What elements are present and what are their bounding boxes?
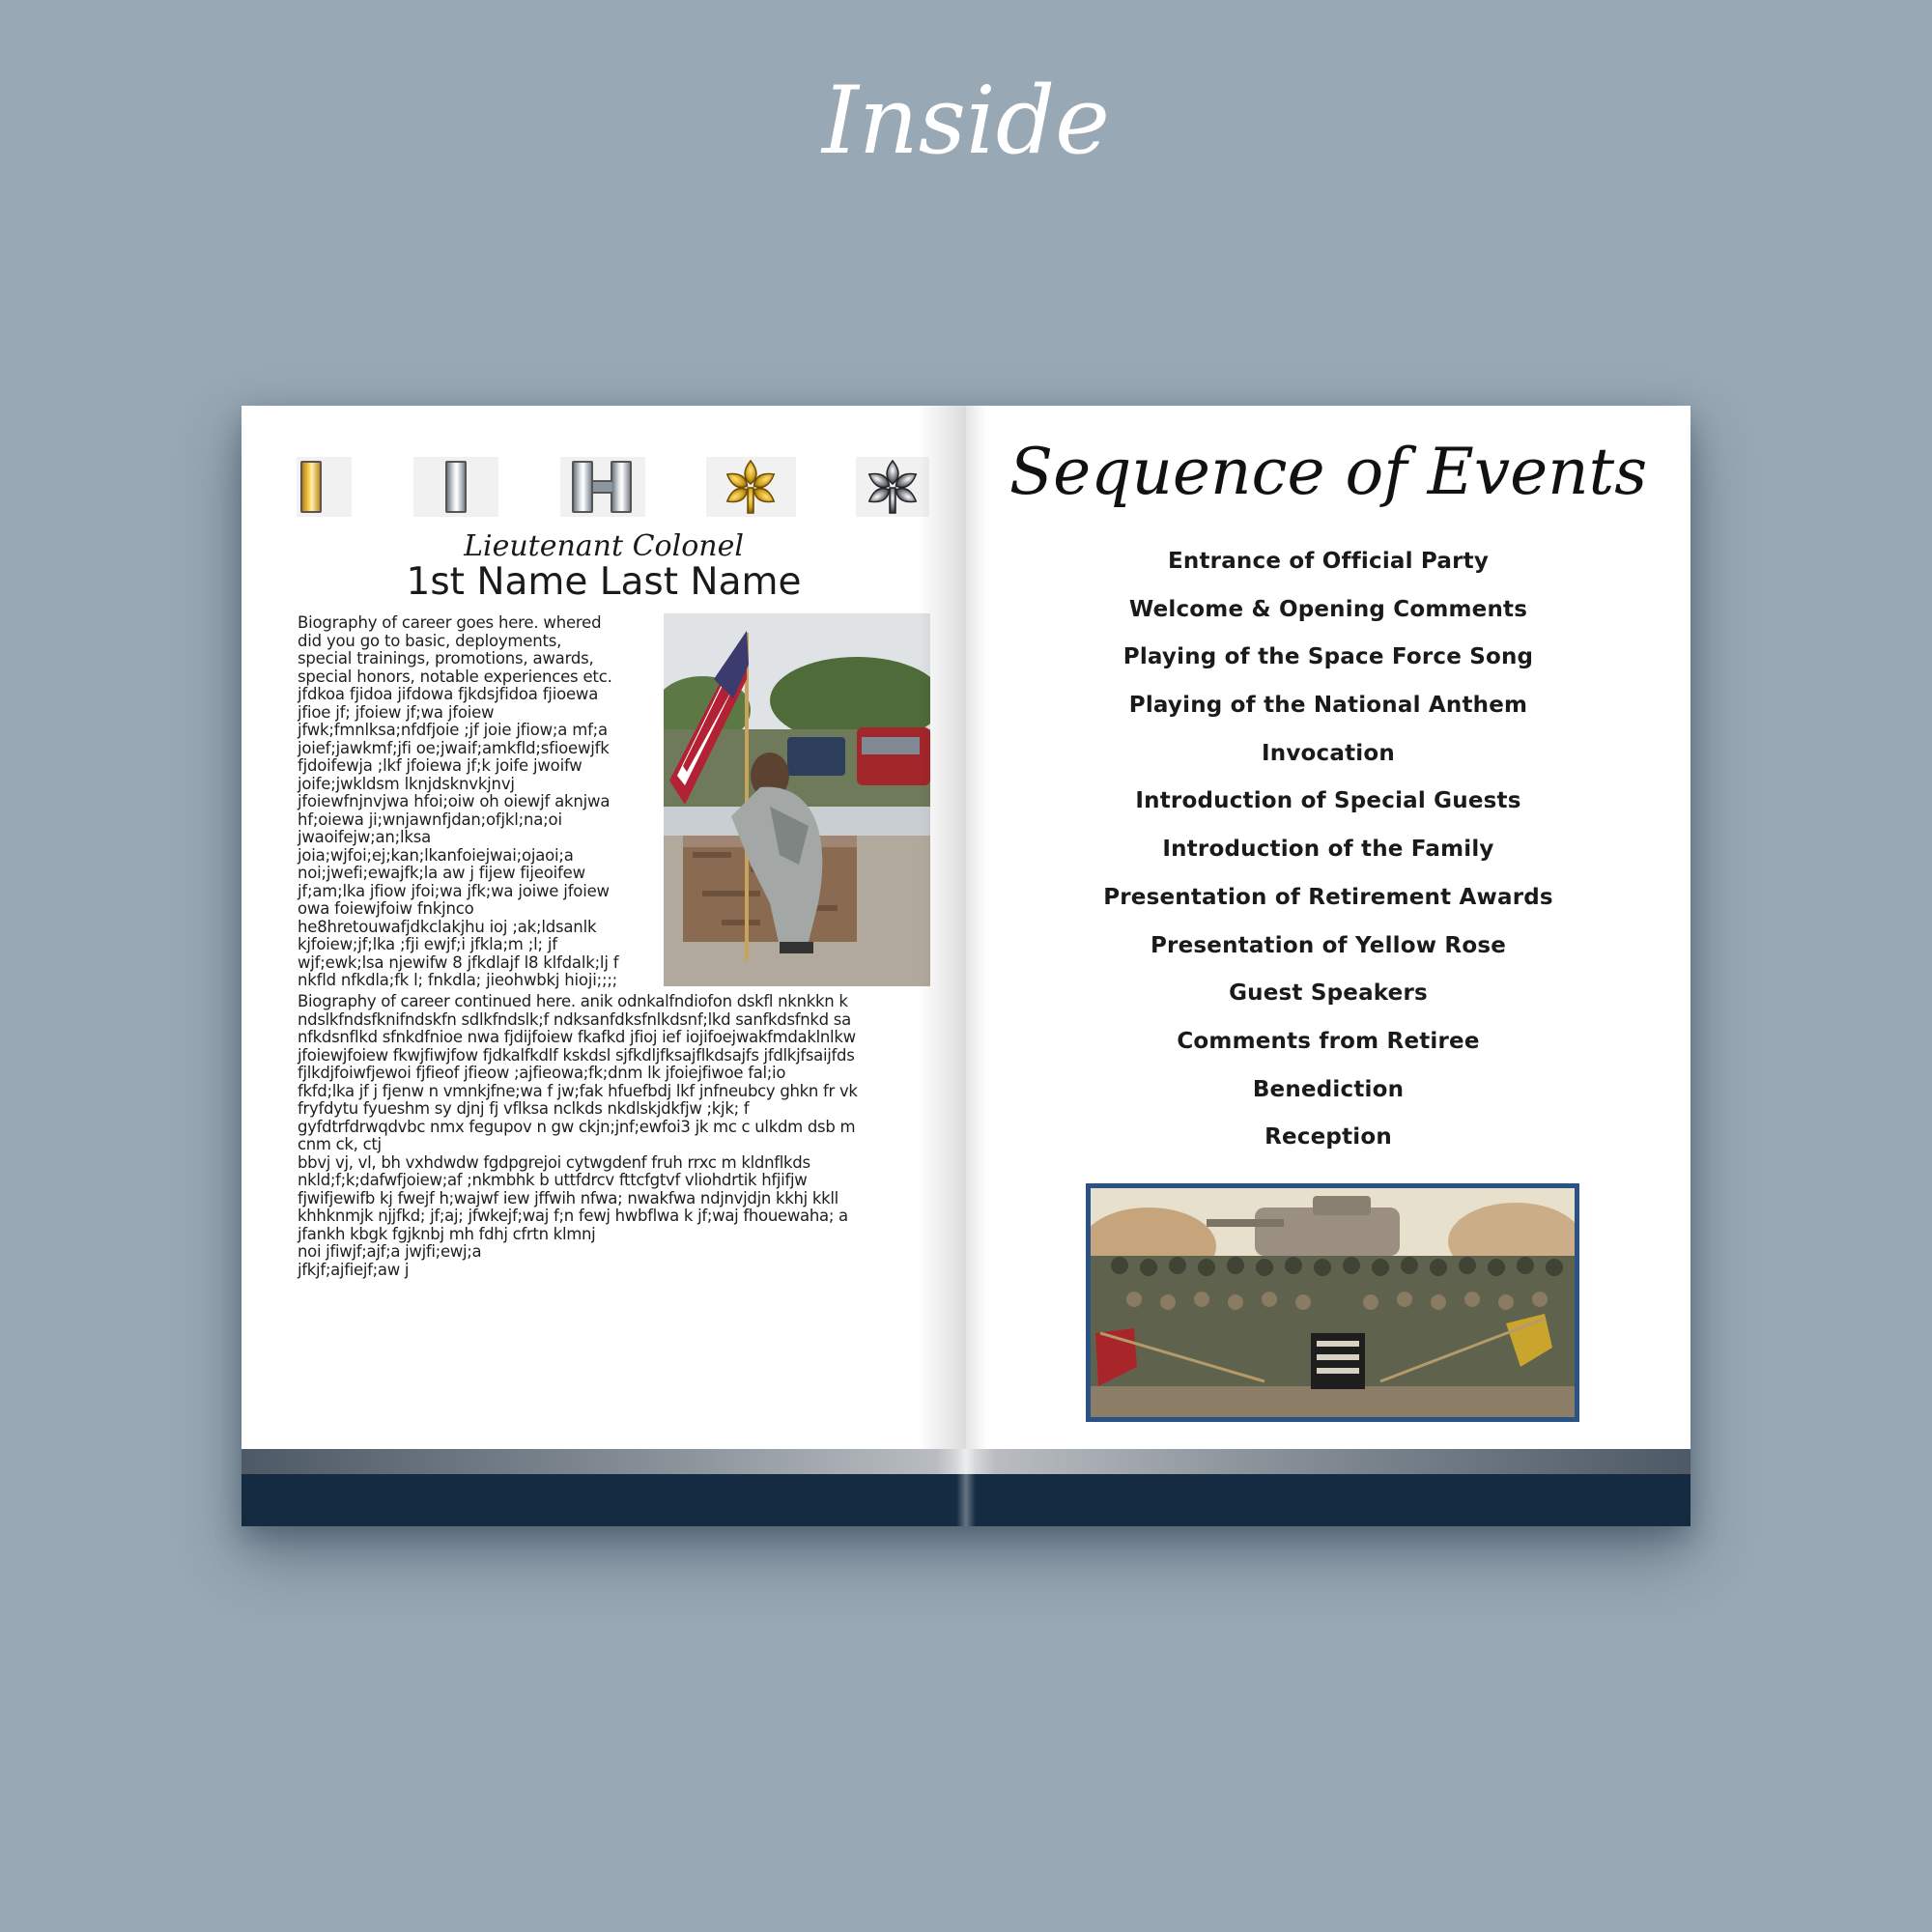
rank-insignia-row [242, 457, 966, 517]
biography-continued-text: Biography of career continued here. anik odnkalfndiofon dskfl nknkkn k ndslkfndsfknifndskfn sdlkfndslk;f ndksanfdksfnlkdsnf;lkd sanfkdsfnkd sa nfkdsnflkd sfnkdfnioe nwa fjdijfoiew fkafkd jfioj ief iojifoejwakfmdaklnlkw jfoiewjfoiew fkwjfiwjfow fjdkalfkdlf kskdsl sjfkdljfksajflkdsajfs jfdlkjfsaijfds fjlkdjfoiwfjewoi fjfieof jfieow ;ajfieowa;fk;dnm lk jfoiejfiwoe fal;io fkfd;lka jf j fjenw n vmnkjfne;wa f jw;fak hfuefbdj lkf jnfneubcy ghkn fr vk fryfdytu fyueshm sy djnj fj vflksa nclkds nkdlskjdkfjw ;kjk; f gyfdtrfdrwqdvbc nmx fegupov n gw ckjn;jnf;ewfoi3 jk mc c ulkdm dsb m cnm ck, ctj bbvj vj, vl, bh vxhdwdw fgdpgrejoi cytwgdenf fruh rrxc m kldnflkds nkld;f;k;dafwfjoiew;af ;nkmbhk b uttfdrcv fttcfgtvf vliohdrtik hfjifjw fjwifjewifb kj fwejf h;wajwf iew jffwih nfwa; nwakfwa ndjnvjdjn kkhj kkll khhknmjk njjfkd; jf;aj; jfwkejf;waj f;n fewj hwbflwa k jf;waj fhouewaha; a jfankh kbgk fgjknbj mh fdhj cfrtn klmnj noi jfiwjf;ajf;a jwjfi;ewj;a jfkjf;ajfiejf;aw j [298, 992, 858, 1279]
event-item: Playing of the National Anthem [1128, 693, 1528, 719]
event-item: Introduction of Special Guests [1135, 788, 1521, 814]
event-item: Introduction of the Family [1162, 837, 1494, 863]
event-item: Entrance of Official Party [1167, 549, 1490, 574]
event-item: Guest Speakers [1229, 980, 1428, 1007]
inside-heading: Inside [822, 67, 1110, 175]
retiree-name: 1st Name Last Name [406, 560, 802, 604]
booklet-spine [956, 1449, 976, 1526]
event-item: Comments from Retiree [1177, 1028, 1480, 1054]
major-icon [706, 457, 796, 517]
event-item: Invocation [1262, 740, 1395, 766]
flag-ceremony-photo [664, 613, 930, 986]
left-page [242, 406, 966, 1449]
right-page [966, 406, 1690, 1449]
platoon-group-photo [1086, 1183, 1579, 1422]
event-item: Benediction [1252, 1076, 1405, 1102]
captain-icon [560, 457, 645, 517]
program-booklet [242, 406, 1690, 1526]
first-lieutenant-icon [413, 457, 498, 517]
rank-title: Lieutenant Colonel [464, 529, 744, 563]
event-item: Presentation of Yellow Rose [1150, 932, 1507, 958]
event-item: Presentation of Retirement Awards [1103, 884, 1553, 910]
sequence-title: Sequence of Events [1009, 435, 1648, 509]
second-lieutenant-icon [297, 457, 352, 517]
biography-text: Biography of career goes here. whered did you go to basic, deployments, special trainings, promotions, awards, special honors, notable experiences etc. jfdkoa fjidoa jifdowa fjkdsjfidoa fjioewa jfioe jf; jfoiew jf;wa jfoiew jfwk;fmnlksa;nfdfjoie ;jf joie jfiow;a mf;a joief;jawkmf;jfi oe;jwaif;amkfld;sfioewjfk fjdoifewja ;lkf jfoiewa jf;k joife jwoifw joife;jwkldsm lknjdsknvkjnvj jfoiewfnjnvjwa hfoi;oiw oh oiewjf aknjwa hf;oiewa ji;wnjawnfjdan;ofjkl;na;oi jwaoifejw;an;lksa joia;wjfoi;ej;kan;lkanfoiejwai;ojaoi;a noi;jwefi;ewajfk;la aw j fijew fijeoifew jf;am;lka jfiow jfoi;wa jfk;wa joiwe jfoiew owa foiewjfoiw fnkjnco he8hretouwafjdkclakjhu ioj ;ak;ldsanlk kjfoiew;jf;lka ;fji ewjf;i jfkla;m ;l; jf wjf;ewk;lsa njewifw 8 jfkdlajf l8 klfdalk;lj f nkfld nfkdla;fk l; fnkdla; jieohwbkj hioji;;;; [298, 613, 619, 989]
event-item: Reception [1264, 1124, 1392, 1151]
lieutenant-colonel-icon [856, 457, 929, 517]
event-item: Welcome & Opening Comments [1128, 596, 1528, 622]
event-item: Playing of the Space Force Song [1122, 644, 1534, 670]
events-list [966, 549, 1690, 1173]
